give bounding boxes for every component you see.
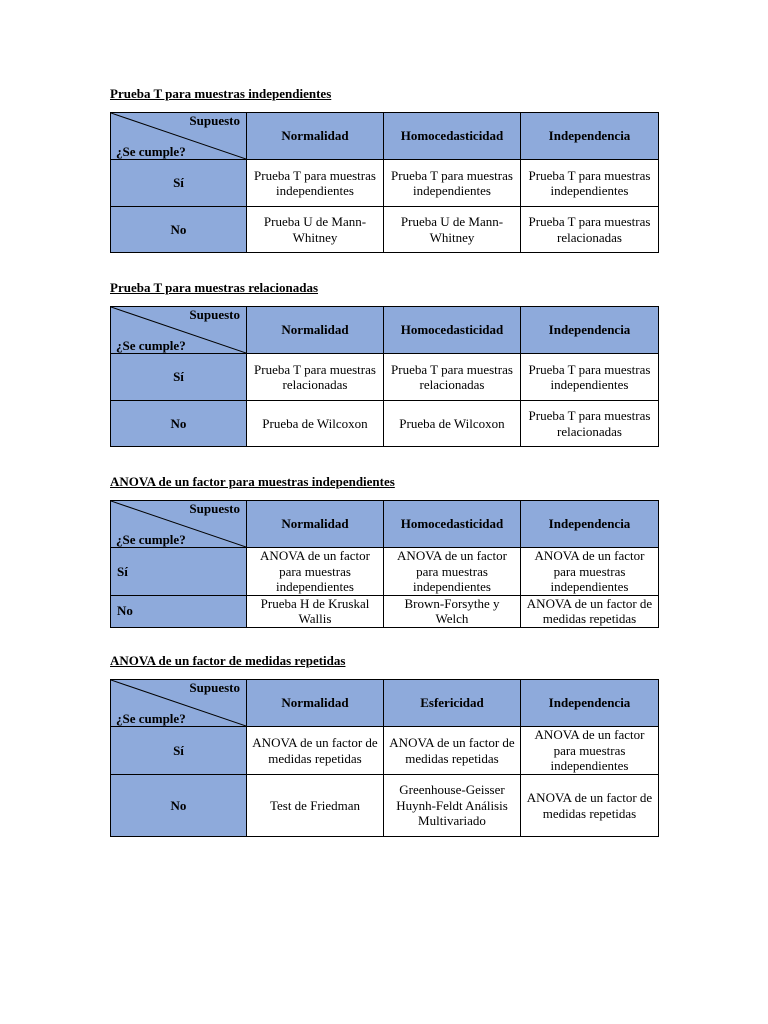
row-header-si: Sí bbox=[111, 160, 247, 207]
table-cell: Greenhouse-Geisser Huynh-Feldt Análisis Multivariado bbox=[384, 775, 521, 837]
row-header-si: Sí bbox=[111, 727, 247, 775]
corner-label-supuesto: Supuesto bbox=[189, 501, 240, 516]
table-cell: Prueba T para muestras independientes bbox=[247, 160, 384, 207]
section-anova-repeated bbox=[110, 654, 658, 837]
assumptions-table bbox=[110, 306, 659, 447]
table-corner-cell bbox=[111, 501, 247, 548]
section-title: ANOVA de un factor para muestras independientes bbox=[110, 474, 395, 489]
column-header: Homocedasticidad bbox=[384, 501, 521, 548]
section-title: Prueba T para muestras relacionadas bbox=[110, 280, 319, 295]
table-cell: Prueba T para muestras relacionadas bbox=[247, 354, 384, 401]
table-cell: ANOVA de un factor para muestras independientes bbox=[521, 548, 659, 596]
column-header: Normalidad bbox=[247, 307, 384, 354]
table-cell: Prueba U de Mann-Whitney bbox=[247, 207, 384, 253]
table-corner-cell bbox=[111, 680, 247, 727]
table-corner-cell bbox=[111, 113, 247, 160]
row-header-no: No bbox=[111, 775, 247, 837]
row-header-si: Sí bbox=[111, 354, 247, 401]
corner-label-se-cumple: ¿Se cumple? bbox=[116, 532, 186, 547]
table-cell: Prueba de Wilcoxon bbox=[384, 401, 521, 447]
section-title: ANOVA de un factor de medidas repetidas bbox=[110, 653, 346, 668]
column-header: Esfericidad bbox=[384, 680, 521, 727]
column-header: Normalidad bbox=[247, 501, 384, 548]
table-cell: ANOVA de un factor para muestras independientes bbox=[384, 548, 521, 596]
table-cell: Prueba T para muestras independientes bbox=[521, 160, 659, 207]
corner-label-se-cumple: ¿Se cumple? bbox=[116, 144, 186, 159]
corner-label-supuesto: Supuesto bbox=[189, 680, 240, 695]
table-cell: Prueba T para muestras relacionadas bbox=[521, 401, 659, 447]
table-cell: ANOVA de un factor de medidas repetidas bbox=[521, 775, 659, 837]
table-cell: Brown-Forsythe y Welch bbox=[384, 595, 521, 627]
assumptions-table bbox=[110, 112, 659, 253]
table-cell: Test de Friedman bbox=[247, 775, 384, 837]
table-cell: Prueba T para muestras relacionadas bbox=[384, 354, 521, 401]
column-header: Independencia bbox=[521, 307, 659, 354]
column-header: Independencia bbox=[521, 680, 659, 727]
corner-label-supuesto: Supuesto bbox=[189, 307, 240, 322]
table-cell: Prueba de Wilcoxon bbox=[247, 401, 384, 447]
section-t-independent bbox=[110, 87, 658, 253]
column-header: Normalidad bbox=[247, 680, 384, 727]
row-header-no: No bbox=[111, 207, 247, 253]
row-header-no: No bbox=[111, 401, 247, 447]
table-cell: ANOVA de un factor para muestras independientes bbox=[521, 727, 659, 775]
column-header: Independencia bbox=[521, 501, 659, 548]
section-anova-independent bbox=[110, 475, 658, 628]
table-cell: Prueba H de Kruskal Wallis bbox=[247, 595, 384, 627]
section-title: Prueba T para muestras independientes bbox=[110, 86, 332, 101]
corner-label-se-cumple: ¿Se cumple? bbox=[116, 338, 186, 353]
table-cell: ANOVA de un factor de medidas repetidas bbox=[384, 727, 521, 775]
table-cell: Prueba T para muestras relacionadas bbox=[521, 207, 659, 253]
column-header: Independencia bbox=[521, 113, 659, 160]
row-header-si: Sí bbox=[111, 548, 247, 596]
column-header: Normalidad bbox=[247, 113, 384, 160]
corner-label-se-cumple: ¿Se cumple? bbox=[116, 711, 186, 726]
table-corner-cell bbox=[111, 307, 247, 354]
assumptions-table bbox=[110, 500, 659, 628]
table-cell: ANOVA de un factor de medidas repetidas bbox=[247, 727, 384, 775]
table-cell: ANOVA de un factor de medidas repetidas bbox=[521, 595, 659, 627]
table-cell: Prueba T para muestras independientes bbox=[384, 160, 521, 207]
corner-label-supuesto: Supuesto bbox=[189, 113, 240, 128]
assumptions-table bbox=[110, 679, 659, 837]
table-cell: Prueba T para muestras independientes bbox=[521, 354, 659, 401]
column-header: Homocedasticidad bbox=[384, 307, 521, 354]
row-header-no: No bbox=[111, 595, 247, 627]
table-cell: Prueba U de Mann-Whitney bbox=[384, 207, 521, 253]
column-header: Homocedasticidad bbox=[384, 113, 521, 160]
table-cell: ANOVA de un factor para muestras independientes bbox=[247, 548, 384, 596]
section-t-related bbox=[110, 281, 658, 447]
